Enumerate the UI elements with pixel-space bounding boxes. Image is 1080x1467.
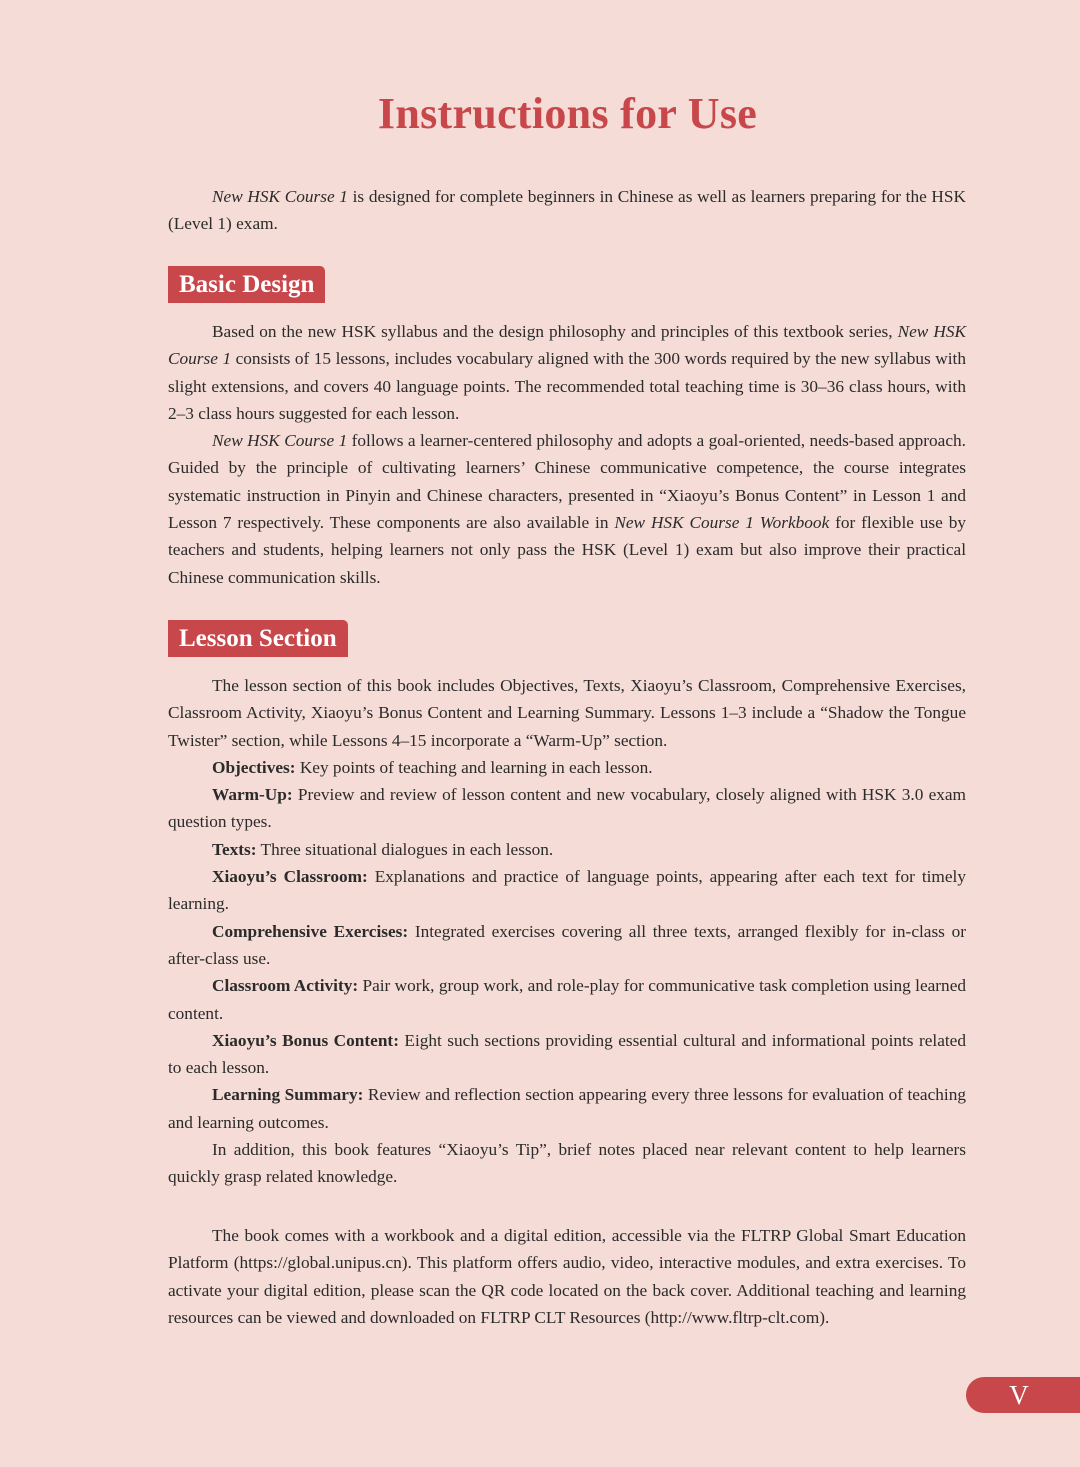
basic-design-paragraph-1 — [168, 318, 966, 427]
lesson-item-desc: Explanations and practice of language points, appearing after each text for timely learning. — [168, 867, 966, 914]
lesson-item — [168, 781, 966, 836]
lesson-item — [168, 754, 966, 781]
page-title: Instructions for Use — [377, 89, 758, 138]
lesson-item-term: Texts: — [212, 839, 257, 859]
lesson-item-desc: Integrated exercises covering all three texts, arranged flexibly for in-class or after-class use. — [168, 921, 967, 968]
intro-paragraph — [168, 183, 966, 238]
lesson-item — [168, 836, 966, 863]
intro-block — [168, 183, 966, 238]
lesson-item-desc: Preview and review of lesson content and new vocabulary, closely aligned with HSK 3.0 exam question types. — [168, 785, 966, 832]
basic-design-section — [168, 266, 966, 591]
book-title-italic: New HSK Course 1 — [168, 322, 966, 369]
lesson-item-term: Warm-Up: — [212, 785, 293, 805]
workbook-title-italic: New HSK Course 1 Workbook — [614, 513, 830, 533]
lesson-item-desc: Review and reflection section appearing every three lessons for evaluation of teaching and learning outcomes. — [168, 1085, 966, 1132]
section-heading-basic-design: Basic Design — [168, 266, 325, 303]
text-run: Based on the new HSK syllabus and the design philosophy and principles of this textbook series, — [212, 322, 898, 341]
lesson-item-term: Xiaoyu’s Classroom: — [212, 867, 368, 887]
lesson-item — [168, 1027, 966, 1082]
lesson-item — [168, 1081, 966, 1136]
lesson-item-term: Objectives: — [212, 757, 296, 777]
resources-block — [168, 1222, 966, 1331]
page-number-tab: V — [966, 1377, 1080, 1413]
text-run: for flexible use by teachers and students, helping learners not only pass the HSK (Level 1) exam but also improve their practical Chinese communication skills. — [168, 513, 966, 587]
lesson-item-desc: Key points of teaching and learning in each lesson. — [295, 757, 653, 777]
text-run: follows a learner-centered philosophy and adopts a goal-oriented, needs-based approach. Guided by the principle of cultivating learners’ Chinese communicative competence, the course integrates systematic instruction in Pinyin and Chinese characters, presented in “Xiaoyu’s Bonus Content” in Lesson 1 and Lesson 7 respectively. These components are also available in — [168, 431, 966, 533]
lesson-item-term: Xiaoyu’s Bonus Content: — [212, 1030, 399, 1050]
lesson-item-term: Learning Summary: — [212, 1085, 364, 1105]
lesson-section-intro: The lesson section of this book includes Objectives, Texts, Xiaoyu’s Classroom, Comprehensive Exercises, Classroom Activity, Xiaoyu’s Bonus Content and Learning Summary. Lessons 1–3 include a “Shadow the Tongue Twister” section, while Lessons 4–15 incorporate a “Warm-Up” section. — [168, 676, 966, 750]
intro-text: is designed for complete beginners in Chinese as well as learners preparing for the HSK (Level 1) exam. — [168, 187, 967, 234]
lesson-item — [168, 972, 966, 1027]
lesson-item-term: Comprehensive Exercises: — [212, 921, 409, 941]
tip-note-paragraph: In addition, this book features “Xiaoyu’s Tip”, brief notes placed near relevant content to help learners quickly grasp related knowledge. — [168, 1140, 966, 1187]
lesson-item — [168, 918, 966, 973]
resources-paragraph: The book comes with a workbook and a digital edition, accessible via the FLTRP Global Smart Education Platform (https://global.unipus.cn). This platform offers audio, video, interactive modules, and extra exercises. To activate your digital edition, please scan the QR code located on the back cover. Additional teaching and learning resources can be viewed and downloaded on FLTRP CLT Resources (http://www.fltrp-clt.com). — [168, 1226, 966, 1327]
lesson-item-desc: Three situational dialogues in each lesson. — [256, 839, 554, 859]
book-title-italic: New HSK Course 1 — [212, 187, 348, 206]
text-run: consists of 15 lessons, includes vocabulary aligned with the 300 words required by the new syllabus with slight extensions, and covers 40 language points. The recommended total teaching time is 30–36 class hours, with 2–3 class hours suggested for each lesson. — [168, 349, 966, 423]
section-heading-lesson-section: Lesson Section — [168, 620, 348, 657]
lesson-item-desc: Eight such sections providing essential cultural and informational points related to each lesson. — [168, 1030, 966, 1078]
lesson-item — [168, 863, 966, 918]
lesson-item-desc: Pair work, group work, and role-play for communicative task completion using learned content. — [168, 976, 967, 1023]
lesson-item-term: Classroom Activity: — [212, 976, 359, 996]
lesson-section — [168, 620, 966, 1191]
book-title-italic: New HSK Course 1 — [212, 431, 348, 451]
basic-design-paragraph-2 — [168, 427, 966, 591]
